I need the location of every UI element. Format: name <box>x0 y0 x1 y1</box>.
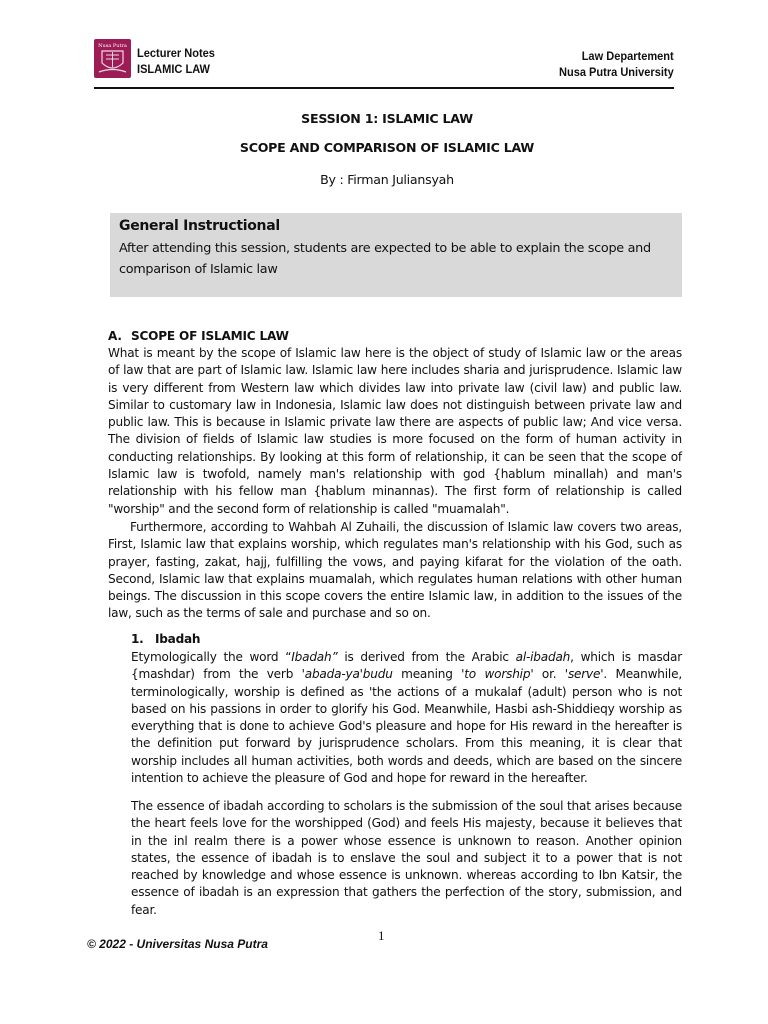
footer-copyright: © 2022 - Universitas Nusa Putra <box>87 937 268 951</box>
lecturer-notes-label: Lecturer Notes <box>137 46 215 60</box>
page-number: 1 <box>378 928 385 943</box>
ibadah-paragraph-2: The essence of ibadah according to scholars is the submission of the soul that arises because the heart feels love for the worshipped (God) and feels His majesty, because it believes that in the inl realm there is a power whose essence is unknown to reason. Another opinion states, the essence of ibadah is to enslave the soul and subject it to a power that is not reached by knowledge and whose essence is unknown. whereas according to Ibn Katsir, the essence of ibadah is an expression that gathers the perfection of the story, submission, and fear. <box>131 799 682 917</box>
header-divider <box>94 87 674 89</box>
section-a-heading <box>108 328 682 345</box>
instruction-heading: General Instructional <box>119 218 280 234</box>
university-logo <box>94 39 131 78</box>
university-crest-icon <box>94 39 131 78</box>
ibadah-term: Ibadah” <box>291 650 338 664</box>
session-title: SESSION 1: ISLAMIC LAW <box>301 111 473 126</box>
logo-text: Nusa Putra <box>98 43 127 49</box>
ibadah-text: '. Meanwhile, terminologically, worship is defined as 'the actions of a mukalaf (adult) person who is not based on his passions in order to glorify his God. Meanwhile, Hasbi ash-Shiddieqy worship as everything that is done to achieve God's pleasure and hope for His reward in the hereafter is the definition put forward by jurisprudence scholars. From this meaning, it is clear that worship includes all human activities, both words and deeds, which are based on the sincere intention to achieve the pleasure of God and hope for reward in the hereafter. <box>131 667 682 786</box>
section-a-paragraph-2: Furthermore, according to Wahbah Al Zuhaili, the discussion of Islamic law covers two areas, First, Islamic law that explains worship, which regulates man's relationship with his God, such as prayer, fasting, zakat, hajj, fulfilling the vows, and paying kifarat for the violation of the oath. Second, Islamic law that explains muamalah, which regulates human relations with other human beings. The discussion in this scope covers the entire Islamic law, in addition to the issues of the law, such as the terms of sale and purchase and so on. <box>108 520 682 621</box>
course-name-label: ISLAMIC LAW <box>137 62 210 76</box>
author-line: By : Firman Juliansyah <box>320 172 454 187</box>
header-left <box>137 45 215 77</box>
section-a-paragraph-1: What is meant by the scope of Islamic law here is the object of study of Islamic law or the areas of law that are part of Islamic law. Islamic law here includes sharia and jurisprudence. Islamic law is very different from Western law which divides law into private law (civil law) and public law. Similar to customary law in Indonesia, Islamic law does not distinguish between private law and public law. This is because in Islamic private law there are aspects of public law; And vice versa. The division of fields of Islamic law studies is more focused on the form of human activity in conducting relationships. By looking at this form of relationship, it can be seen that the scope of Islamic law is twofold, namely man's relationship with god {hablum minallah) and man's relationship with his fellow man {hablum minannas). The first form of relationship is called "worship" and the second form of relationship is called "muamalah". <box>108 346 682 516</box>
instruction-text: After attending this session, students are expected to be able to explain the scope and comparison of Islamic law <box>119 241 651 277</box>
section-a-marker: A. <box>108 329 122 343</box>
verb-term: abada-ya'budu <box>304 667 393 682</box>
subsection-1-title: Ibadah <box>155 632 201 646</box>
department-label: Law Departement <box>581 49 674 63</box>
ibadah-paragraph-1 <box>131 649 682 787</box>
ibadah-text: , which is masdar {mashdar) from the verb ' <box>131 650 683 682</box>
ibadah-text: ' or. ' <box>530 667 568 682</box>
arabic-term: al-ibadah <box>515 650 571 664</box>
meaning-term: to worship <box>464 667 531 682</box>
section-a-title: SCOPE OF ISLAMIC LAW <box>131 329 289 343</box>
ibadah-text: Etymologically the word “ <box>131 650 292 664</box>
ibadah-text: meaning ' <box>392 667 465 682</box>
subsection-1-heading <box>131 632 200 646</box>
instruction-box <box>110 213 682 297</box>
university-label: Nusa Putra University <box>559 65 674 79</box>
subsection-1-number: 1. <box>131 632 144 646</box>
document-subtitle: SCOPE AND COMPARISON OF ISLAMIC LAW <box>239 140 535 155</box>
meaning-term: serve <box>567 667 601 682</box>
header-right <box>559 48 674 80</box>
ibadah-text: is derived from the Arabic <box>337 650 516 664</box>
page-header <box>94 38 674 88</box>
